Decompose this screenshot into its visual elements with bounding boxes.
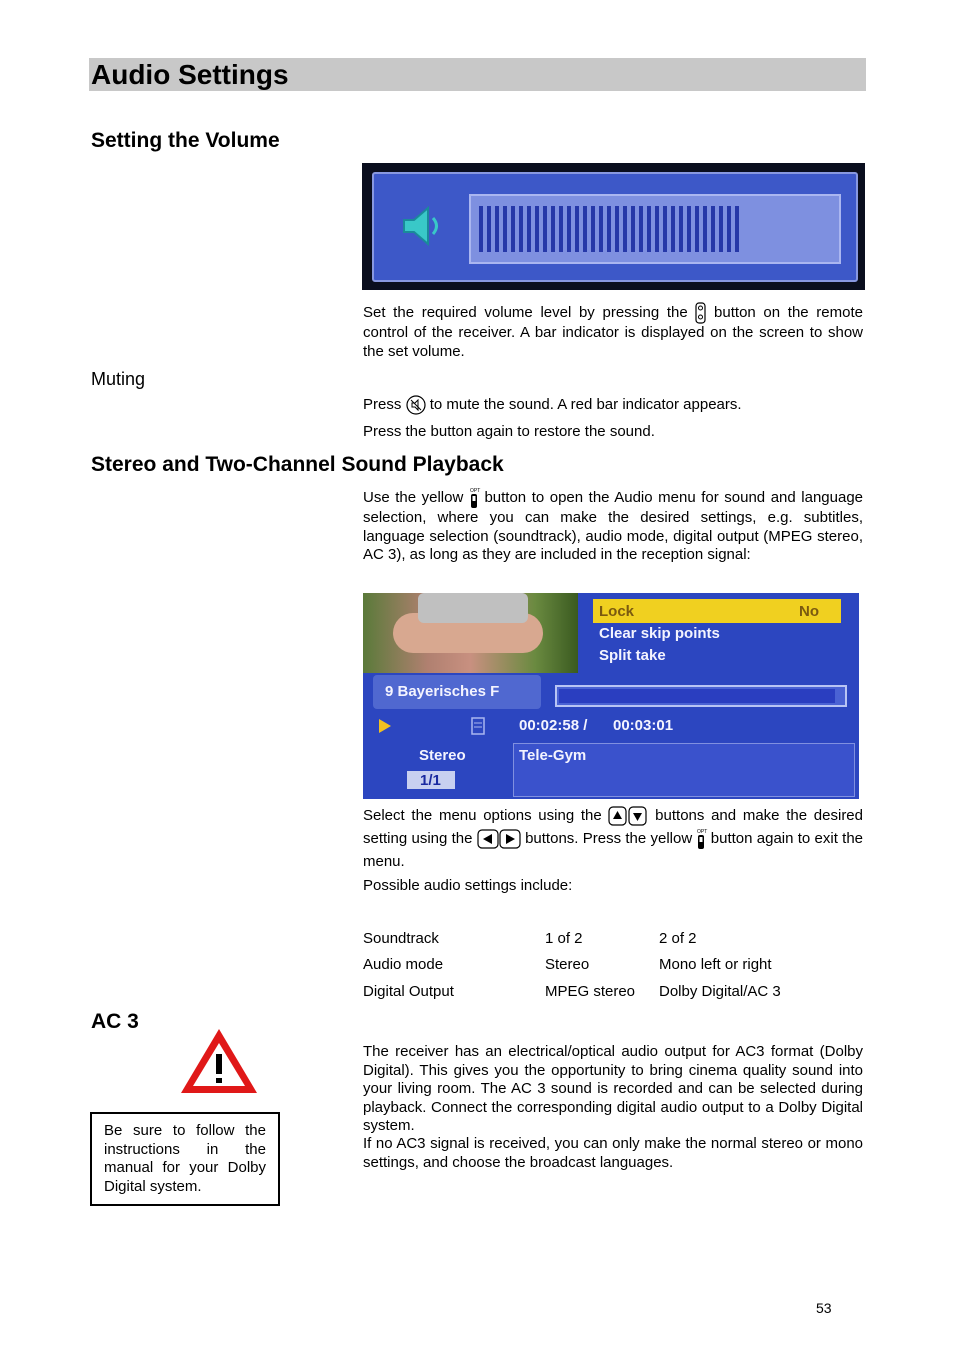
up-down-arrow-icon [608,806,648,826]
osd-audio-mode: Stereo [419,747,466,764]
osd-split-take: Split take [599,647,666,664]
volume-osd-panel [372,172,858,282]
svg-text:OPT: OPT [697,829,708,836]
page-number: 53 [816,1300,832,1316]
table-cell: Audio mode [363,956,444,973]
page-title: Audio Settings [91,59,289,90]
volume-heading: Setting the Volume [91,129,280,152]
stereo-text-b2: buttons and make the desired setting using the [363,807,863,847]
file-icon [471,717,485,735]
warning-text: Be sure to follow the instructions in the manual for your Dolby Digital system. [104,1122,266,1195]
stereo-text-a2: button to open the Audio menu for sound and language selection, where you can make the desired settings, e.g. subtitles, language selection (soundtrack), audio mode, digital output (MPEG stereo, AC 3), as long as they are included in the reception signal: [363,488,864,563]
table-cell: MPEG stereo [545,983,636,1000]
osd-lock-value: No [799,603,819,620]
muting-label: Muting [91,369,146,389]
play-icon [377,717,393,735]
stereo-text-a1: Use the yellow [363,488,464,506]
volume-bar [469,194,841,264]
table-cell: Stereo [545,956,590,973]
table-cell: 1 of 2 [545,930,583,947]
osd-program: Tele-Gym [519,747,587,764]
mute-icon [406,395,426,415]
stereo-text-b1: Select the menu options using the [363,807,602,824]
warning-triangle-icon [178,1026,260,1096]
page-title-bar [89,58,866,91]
table-cell: Digital Output [363,983,454,1000]
osd-channel: 9 Bayerisches F [385,683,500,700]
svg-text:OPT: OPT [469,488,481,494]
table-cell: Mono left or right [659,956,772,973]
osd-time-total: 00:03:01 [613,717,674,734]
volume-level-ticks [479,206,741,252]
opt-yellow-button-icon [696,828,706,850]
left-right-arrow-icon [477,829,521,849]
table-cell: Soundtrack [363,930,439,947]
stereo-paragraph-a [363,487,863,565]
muting-paragraph-b: Press the button again to restore the sound. [363,423,655,440]
stereo-paragraph-b [363,804,863,873]
table-cell: Dolby Digital/AC 3 [659,983,781,1000]
muting-paragraph-a [363,395,863,415]
osd-lock-label: Lock [599,603,635,620]
muting-text-a2: to mute the sound. A red bar indicator appears. [429,395,742,413]
volume-rocker-icon [695,302,706,324]
stereo-paragraph-c: Possible audio settings include: [363,877,573,894]
audio-menu-screenshot [363,593,859,799]
volume-text-a: Set the required volume level by pressing the [363,303,688,321]
osd-track: 1/1 [420,772,441,789]
muting-text-a1: Press [363,395,402,413]
table-cell: 2 of 2 [659,930,697,947]
volume-paragraph [363,302,863,361]
stereo-text-b4: button again to exit the menu. [363,830,864,871]
volume-screenshot [362,163,865,290]
volume-text-b: button on the remote control of the receiver. A bar indicator is displayed on the screen to show the set volume. [363,303,863,360]
ac3-heading: AC 3 [91,1010,139,1033]
osd-progress [555,685,847,707]
opt-yellow-button-icon [469,487,479,509]
stereo-heading: Stereo and Two-Channel Sound Playback [91,453,504,476]
ac3-paragraph-b: If no AC3 signal is received, you can only make the normal stereo or mono settings, and choose the broadcast languages. [363,1135,863,1171]
ac3-paragraph-a: The receiver has an electrical/optical audio output for AC3 format (Dolby Digital). This gives you the opportunity to bring cinema quality sound into your living room. The AC 3 sound is recorded and can be selected during playback. Connect the corresponding digital audio output to a Dolby Digital system. [363,1043,863,1134]
warning-box [90,1112,280,1206]
osd-clear-skip: Clear skip points [599,625,720,642]
speaker-icon [400,204,448,248]
stereo-text-b3: buttons. Press the yellow [525,830,693,847]
osd-time-current: 00:02:58 / [519,717,588,734]
video-scene [363,593,578,673]
